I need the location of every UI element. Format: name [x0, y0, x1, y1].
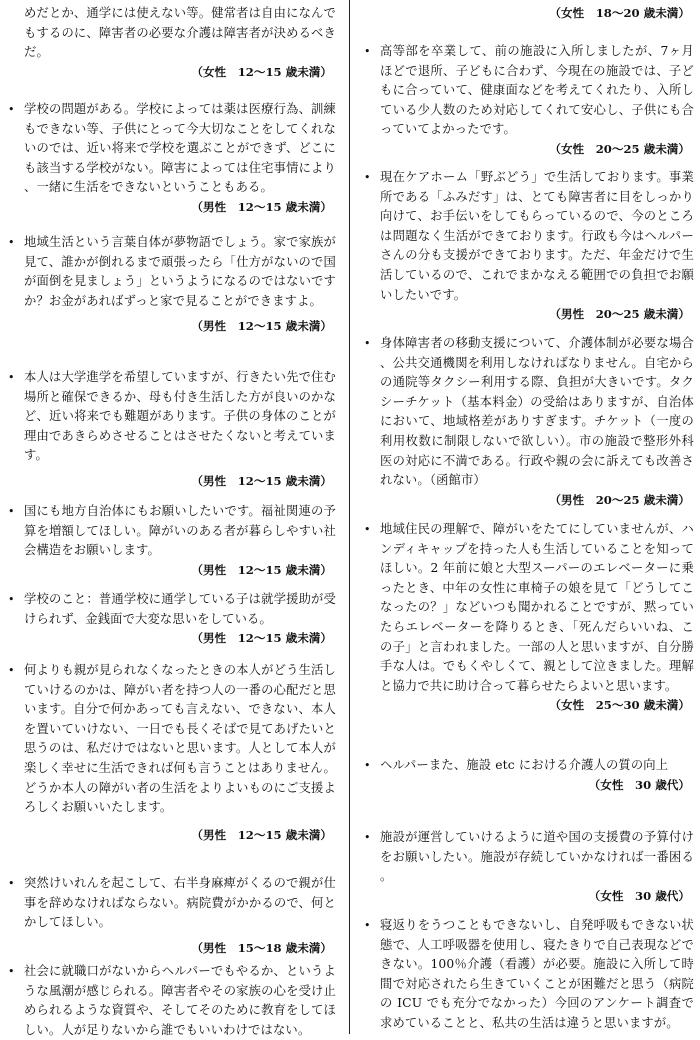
comment-attribution: （女性 30 歳代）	[588, 777, 690, 792]
comment-text: めだとか、通学には使えない等。健常者は自由になんでもするのに、障害者の必要な介護は障害者が決めるべきだ。	[24, 6, 336, 60]
comment-text: 寝返りをうつこともできないし、自発呼吸もできない状態で、人工呼吸器を使用し、寝たきりで自己表現などできない。100％介護（看護）が必要。施設に入所して時間で対応されたら生きていくことが困難だと思う（病院の ICU でも充分でなかった）今回のアンケート調査で求めていることと、私共の生活は違うと思いますが。	[380, 918, 694, 1030]
comment-entry	[364, 42, 694, 160]
bullet-icon: •	[364, 919, 371, 932]
comment-attribution: （男性 20～25 歳未満）	[549, 307, 690, 322]
comment-entry	[8, 962, 336, 1040]
comment-text: 社会に就職口がないからヘルパーでもやるか、というような風潮が感じられる。障害者やその家族の心を受け止められるような資質や、そしてそのために教育をしてほしい。人が足りないから誰でもいいわけではない。	[24, 964, 336, 1037]
comment-text: 学校の問題がある。学校によっては薬は医療行為、訓練もできない等、子供にとって今大切なことをしてくれないのでは、近い将来で学校を選ぶことができず、どこにも該当する学校がない。障害によっては住宅事情により、一緒に生活をできないということもある。	[24, 102, 336, 195]
comment-entry	[364, 916, 694, 1034]
comment-attribution: （男性 12～15 歳未満）	[191, 562, 332, 577]
comment-text: 突然けいれんを起こして、右半身麻痺がくるので親が仕事を辞めなければならない。病院費がかかるので、何とかしてほしい。	[24, 876, 336, 930]
bullet-icon: •	[8, 965, 15, 978]
comment-entry	[8, 4, 336, 82]
comment-text: 国にも地方自治体にもお願いしたいです。福祉関連の予算を増額してほしい。障がいのある者が暮らしやすい社会構造をお願いします。	[24, 504, 336, 558]
bullet-icon: •	[8, 505, 15, 518]
bullet-icon: •	[364, 831, 371, 844]
comment-entry	[8, 874, 336, 958]
bullet-icon: •	[8, 664, 15, 677]
comment-text: ヘルパーまた、施設 etc における介護人の質の向上	[380, 758, 669, 772]
comment-attribution: （女性 12～15 歳未満）	[191, 64, 332, 79]
comment-entry	[364, 334, 694, 510]
comment-entry	[364, 828, 694, 906]
bullet-icon: •	[364, 759, 371, 772]
comment-text: 何よりも親が見られなくなったときの本人がどう生活していけるのかは、障がい者を持つ人の一番の心配だと思います。自分で何かあっても言えない、できない、本人を置いていけない、一日でも長くそばで見てあげたいと思うのは、私だけではないと思います。人として本人が楽しく幸せに生活できれば何も言うことはありません。どうか本人の障がい者の生活をよりよいものにご支援よろしくお願いいたします。	[24, 663, 336, 815]
comment-text: 身体障害者の移動支援について、介護体制が必要な場合、公共交通機関を利用しなければなりません。自宅からの通院等タクシー利用する際、負担が大きいです。タクシーチケット（基本料金）の受給はありますが、自治体において、地域格差がありすぎます。チケット（一度の利用枚数に制限しないで欲しい）。市の施設で整形外科医の対応に不満である。行政や親の会に訴えても改善されない。（函館市）	[380, 336, 694, 488]
comment-text: 地域住民の理解で、障がいをたてにしていませんが、ハンディキャップを持った人も生活していることを知ってほしい。2 年前に娘と大型スーパーのエレベーターに乗ったとき、中年の女性に車椅子の娘を見て「どうしてこなったの？」などいつも聞かれることですが、黙っていたらエレベーターを降りるとき、「死んだらいいね、この子」と言われました。一部の人と思いますが、自分勝手な人は。でもくやしくて、親として泣きました。理解と協力で共に助け合って暮らせたらよいと思います。	[380, 522, 694, 693]
bullet-icon: •	[364, 171, 371, 184]
comment-entry	[8, 502, 336, 580]
comment-text: 高等部を卒業して、前の施設に入所しましたが、7ヶ月ほどで退所、子どもに合わず、今現在の施設では、子どもに合っていて、健康面などを考えてくれたり、入所している少人数のため対応してくれて安心し、子供にも合っていてよかったです。	[380, 44, 694, 137]
bullet-icon: •	[8, 877, 15, 890]
comment-entry	[8, 368, 336, 492]
comment-attribution: （男性 12～15 歳未満）	[191, 319, 332, 334]
column-divider	[349, 0, 350, 1034]
comment-attribution: （女性 30 歳代）	[588, 888, 690, 903]
comment-entry	[364, 520, 694, 716]
comment-text: 現在ケアホーム「野ぶどう」で生活しております。事業所である「ふみだす」は、とても障害者に目をしっかり向けて、お手伝いをしてもらっているので、今のところは問題なく生活ができております。行政も今はヘルパーさんの分も支援ができております。ただ、年金だけで生活しているので、これでまかなえる範囲での負担でお願いしたいです。	[380, 170, 694, 302]
comment-entry	[8, 590, 336, 649]
bullet-icon: •	[8, 103, 15, 116]
bullet-icon: •	[8, 593, 15, 606]
bullet-icon: •	[8, 371, 15, 384]
bullet-icon: •	[364, 523, 371, 536]
comment-entry	[364, 756, 694, 795]
comment-entry	[364, 4, 694, 24]
comment-entry	[364, 168, 694, 325]
comment-attribution: （男性 15～18 歳未満）	[191, 940, 332, 955]
comment-attribution: （男性 12～15 歳未満）	[191, 827, 332, 842]
comment-attribution: （男性 20～25 歳未満）	[549, 492, 690, 507]
comment-attribution: （女性 18～20 歳未満）	[549, 6, 690, 20]
comment-attribution: （男性 12～15 歳未満）	[191, 199, 332, 214]
comment-text: 学校のこと：普通学校に通学している子は就学援助が受けられず、金銭面で大変な思いをしている。	[24, 592, 336, 626]
comment-text: 地域生活という言葉自体が夢物語でしょう。家で家族が見て、誰かが倒れるまで頑張ったら「仕方がないので国が面倒を見ましょう」というようになるのではないですか？お金があればずっと家で見ることができますよ。	[24, 235, 336, 308]
comment-attribution: （女性 25～30 歳未満）	[549, 698, 690, 713]
comment-entry	[8, 233, 336, 337]
comment-entry	[8, 661, 336, 845]
comment-attribution: （男性 12～15 歳未満）	[191, 473, 332, 488]
bullet-icon: •	[364, 337, 371, 350]
comment-attribution: （女性 20～25 歳未満）	[549, 141, 690, 156]
comment-text: 施設が運営していけるように道や国の支援費の予算付けをお願いしたい。施設が存続していかなければ一番困る。	[380, 830, 694, 884]
bullet-icon: •	[8, 236, 15, 249]
comment-entry	[8, 100, 336, 218]
comment-text: 本人は大学進学を希望していますが、行きたい先で住む場所と確保できるか、母も付き生活した方が良いのかなど、近い将来でも難題があります。子供の身体のことが理由であきらめさせることはさせたくないと考えています。	[24, 370, 336, 463]
comment-attribution: （男性 12～15 歳未満）	[191, 631, 332, 646]
bullet-icon: •	[364, 45, 371, 58]
